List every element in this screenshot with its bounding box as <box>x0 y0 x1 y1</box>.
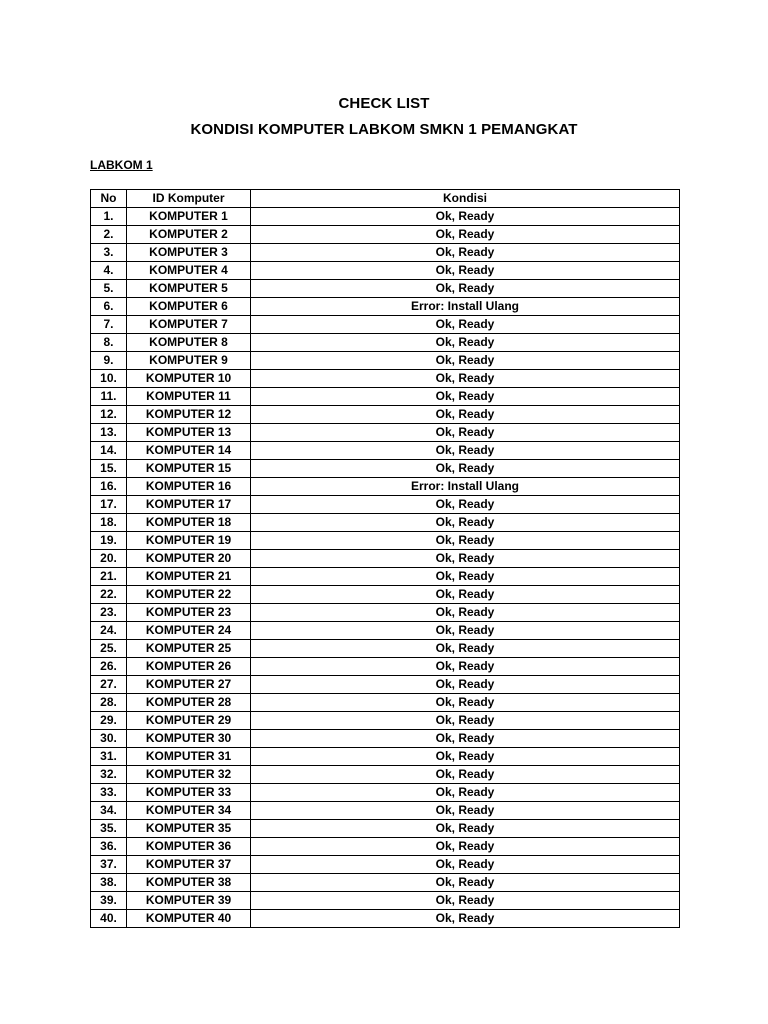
cell-id-komputer: KOMPUTER 40 <box>127 910 251 928</box>
cell-no: 29. <box>91 712 127 730</box>
cell-no: 15. <box>91 460 127 478</box>
table-row <box>91 550 680 568</box>
cell-kondisi: Ok, Ready <box>251 442 680 460</box>
cell-no: 8. <box>91 334 127 352</box>
cell-id-komputer: KOMPUTER 10 <box>127 370 251 388</box>
table-row <box>91 460 680 478</box>
cell-no: 33. <box>91 784 127 802</box>
cell-no: 13. <box>91 424 127 442</box>
document-title: CHECK LIST <box>338 95 430 112</box>
cell-no: 12. <box>91 406 127 424</box>
cell-kondisi: Ok, Ready <box>251 370 680 388</box>
table-row <box>91 370 680 388</box>
cell-kondisi: Ok, Ready <box>251 604 680 622</box>
cell-id-komputer: KOMPUTER 39 <box>127 892 251 910</box>
cell-kondisi: Ok, Ready <box>251 730 680 748</box>
table-row <box>91 442 680 460</box>
cell-id-komputer: KOMPUTER 35 <box>127 820 251 838</box>
cell-no: 23. <box>91 604 127 622</box>
header-id-komputer: ID Komputer <box>127 190 251 208</box>
table-row <box>91 334 680 352</box>
table-row <box>91 262 680 280</box>
cell-kondisi: Ok, Ready <box>251 622 680 640</box>
cell-no: 30. <box>91 730 127 748</box>
cell-kondisi: Error: Install Ulang <box>251 478 680 496</box>
cell-kondisi: Ok, Ready <box>251 766 680 784</box>
cell-no: 21. <box>91 568 127 586</box>
table-row <box>91 766 680 784</box>
cell-kondisi: Ok, Ready <box>251 568 680 586</box>
cell-no: 17. <box>91 496 127 514</box>
cell-no: 19. <box>91 532 127 550</box>
table-body <box>91 208 680 928</box>
table-header-row <box>91 190 680 208</box>
cell-id-komputer: KOMPUTER 29 <box>127 712 251 730</box>
cell-no: 37. <box>91 856 127 874</box>
table-row <box>91 478 680 496</box>
cell-kondisi: Ok, Ready <box>251 496 680 514</box>
cell-no: 28. <box>91 694 127 712</box>
table-row <box>91 298 680 316</box>
table-row <box>91 244 680 262</box>
cell-id-komputer: KOMPUTER 28 <box>127 694 251 712</box>
cell-id-komputer: KOMPUTER 11 <box>127 388 251 406</box>
cell-id-komputer: KOMPUTER 13 <box>127 424 251 442</box>
cell-id-komputer: KOMPUTER 23 <box>127 604 251 622</box>
checklist-table <box>90 189 680 928</box>
table-row <box>91 676 680 694</box>
table-row <box>91 280 680 298</box>
cell-no: 9. <box>91 352 127 370</box>
table-row <box>91 820 680 838</box>
table-row <box>91 784 680 802</box>
cell-kondisi: Ok, Ready <box>251 208 680 226</box>
table-row <box>91 640 680 658</box>
cell-no: 1. <box>91 208 127 226</box>
cell-no: 6. <box>91 298 127 316</box>
cell-id-komputer: KOMPUTER 6 <box>127 298 251 316</box>
cell-no: 11. <box>91 388 127 406</box>
table-row <box>91 226 680 244</box>
cell-id-komputer: KOMPUTER 33 <box>127 784 251 802</box>
cell-no: 38. <box>91 874 127 892</box>
table-row <box>91 622 680 640</box>
table-row <box>91 694 680 712</box>
cell-id-komputer: KOMPUTER 34 <box>127 802 251 820</box>
cell-id-komputer: KOMPUTER 24 <box>127 622 251 640</box>
cell-kondisi: Ok, Ready <box>251 802 680 820</box>
cell-kondisi: Ok, Ready <box>251 406 680 424</box>
cell-id-komputer: KOMPUTER 31 <box>127 748 251 766</box>
cell-id-komputer: KOMPUTER 3 <box>127 244 251 262</box>
cell-id-komputer: KOMPUTER 22 <box>127 586 251 604</box>
cell-kondisi: Ok, Ready <box>251 262 680 280</box>
section-label: LABKOM 1 <box>90 158 153 172</box>
cell-no: 27. <box>91 676 127 694</box>
cell-no: 40. <box>91 910 127 928</box>
table-row <box>91 748 680 766</box>
cell-id-komputer: KOMPUTER 2 <box>127 226 251 244</box>
cell-kondisi: Ok, Ready <box>251 460 680 478</box>
cell-kondisi: Ok, Ready <box>251 244 680 262</box>
table-row <box>91 586 680 604</box>
cell-id-komputer: KOMPUTER 12 <box>127 406 251 424</box>
cell-kondisi: Ok, Ready <box>251 784 680 802</box>
cell-kondisi: Ok, Ready <box>251 280 680 298</box>
cell-kondisi: Ok, Ready <box>251 820 680 838</box>
cell-no: 35. <box>91 820 127 838</box>
cell-id-komputer: KOMPUTER 38 <box>127 874 251 892</box>
document-subtitle: KONDISI KOMPUTER LABKOM SMKN 1 PEMANGKAT <box>190 121 578 138</box>
cell-kondisi: Ok, Ready <box>251 226 680 244</box>
cell-kondisi: Ok, Ready <box>251 874 680 892</box>
cell-no: 10. <box>91 370 127 388</box>
cell-kondisi: Ok, Ready <box>251 388 680 406</box>
cell-no: 20. <box>91 550 127 568</box>
table-row <box>91 604 680 622</box>
cell-id-komputer: KOMPUTER 4 <box>127 262 251 280</box>
cell-kondisi: Ok, Ready <box>251 748 680 766</box>
cell-no: 25. <box>91 640 127 658</box>
cell-kondisi: Ok, Ready <box>251 658 680 676</box>
cell-id-komputer: KOMPUTER 26 <box>127 658 251 676</box>
cell-id-komputer: KOMPUTER 15 <box>127 460 251 478</box>
cell-no: 24. <box>91 622 127 640</box>
table-row <box>91 658 680 676</box>
cell-no: 36. <box>91 838 127 856</box>
table-row <box>91 424 680 442</box>
cell-id-komputer: KOMPUTER 32 <box>127 766 251 784</box>
cell-kondisi: Ok, Ready <box>251 712 680 730</box>
cell-kondisi: Ok, Ready <box>251 694 680 712</box>
cell-id-komputer: KOMPUTER 18 <box>127 514 251 532</box>
cell-id-komputer: KOMPUTER 20 <box>127 550 251 568</box>
cell-id-komputer: KOMPUTER 36 <box>127 838 251 856</box>
cell-no: 39. <box>91 892 127 910</box>
table-row <box>91 514 680 532</box>
header-kondisi: Kondisi <box>251 190 680 208</box>
table-row <box>91 532 680 550</box>
cell-no: 16. <box>91 478 127 496</box>
cell-kondisi: Ok, Ready <box>251 550 680 568</box>
table-row <box>91 730 680 748</box>
cell-id-komputer: KOMPUTER 27 <box>127 676 251 694</box>
table-row <box>91 388 680 406</box>
table-row <box>91 316 680 334</box>
cell-no: 32. <box>91 766 127 784</box>
cell-no: 22. <box>91 586 127 604</box>
cell-kondisi: Ok, Ready <box>251 676 680 694</box>
cell-no: 34. <box>91 802 127 820</box>
cell-id-komputer: KOMPUTER 8 <box>127 334 251 352</box>
table-row <box>91 208 680 226</box>
cell-id-komputer: KOMPUTER 7 <box>127 316 251 334</box>
cell-id-komputer: KOMPUTER 16 <box>127 478 251 496</box>
cell-no: 26. <box>91 658 127 676</box>
cell-no: 5. <box>91 280 127 298</box>
cell-no: 31. <box>91 748 127 766</box>
cell-kondisi: Ok, Ready <box>251 514 680 532</box>
cell-no: 7. <box>91 316 127 334</box>
cell-id-komputer: KOMPUTER 37 <box>127 856 251 874</box>
table-row <box>91 874 680 892</box>
cell-no: 3. <box>91 244 127 262</box>
cell-id-komputer: KOMPUTER 30 <box>127 730 251 748</box>
table-row <box>91 838 680 856</box>
cell-kondisi: Ok, Ready <box>251 352 680 370</box>
header-no: No <box>91 190 127 208</box>
cell-no: 4. <box>91 262 127 280</box>
table-row <box>91 892 680 910</box>
cell-kondisi: Ok, Ready <box>251 640 680 658</box>
cell-id-komputer: KOMPUTER 21 <box>127 568 251 586</box>
cell-kondisi: Error: Install Ulang <box>251 298 680 316</box>
cell-id-komputer: KOMPUTER 17 <box>127 496 251 514</box>
cell-kondisi: Ok, Ready <box>251 424 680 442</box>
table-row <box>91 496 680 514</box>
cell-kondisi: Ok, Ready <box>251 892 680 910</box>
cell-no: 14. <box>91 442 127 460</box>
cell-no: 18. <box>91 514 127 532</box>
cell-id-komputer: KOMPUTER 25 <box>127 640 251 658</box>
cell-kondisi: Ok, Ready <box>251 586 680 604</box>
table-row <box>91 406 680 424</box>
cell-kondisi: Ok, Ready <box>251 532 680 550</box>
cell-id-komputer: KOMPUTER 5 <box>127 280 251 298</box>
cell-kondisi: Ok, Ready <box>251 838 680 856</box>
cell-kondisi: Ok, Ready <box>251 334 680 352</box>
table-row <box>91 910 680 928</box>
table-row <box>91 802 680 820</box>
table-row <box>91 568 680 586</box>
cell-no: 2. <box>91 226 127 244</box>
cell-kondisi: Ok, Ready <box>251 910 680 928</box>
table-row <box>91 712 680 730</box>
table-row <box>91 352 680 370</box>
cell-id-komputer: KOMPUTER 9 <box>127 352 251 370</box>
cell-id-komputer: KOMPUTER 14 <box>127 442 251 460</box>
cell-kondisi: Ok, Ready <box>251 316 680 334</box>
cell-kondisi: Ok, Ready <box>251 856 680 874</box>
cell-id-komputer: KOMPUTER 1 <box>127 208 251 226</box>
cell-id-komputer: KOMPUTER 19 <box>127 532 251 550</box>
table-row <box>91 856 680 874</box>
